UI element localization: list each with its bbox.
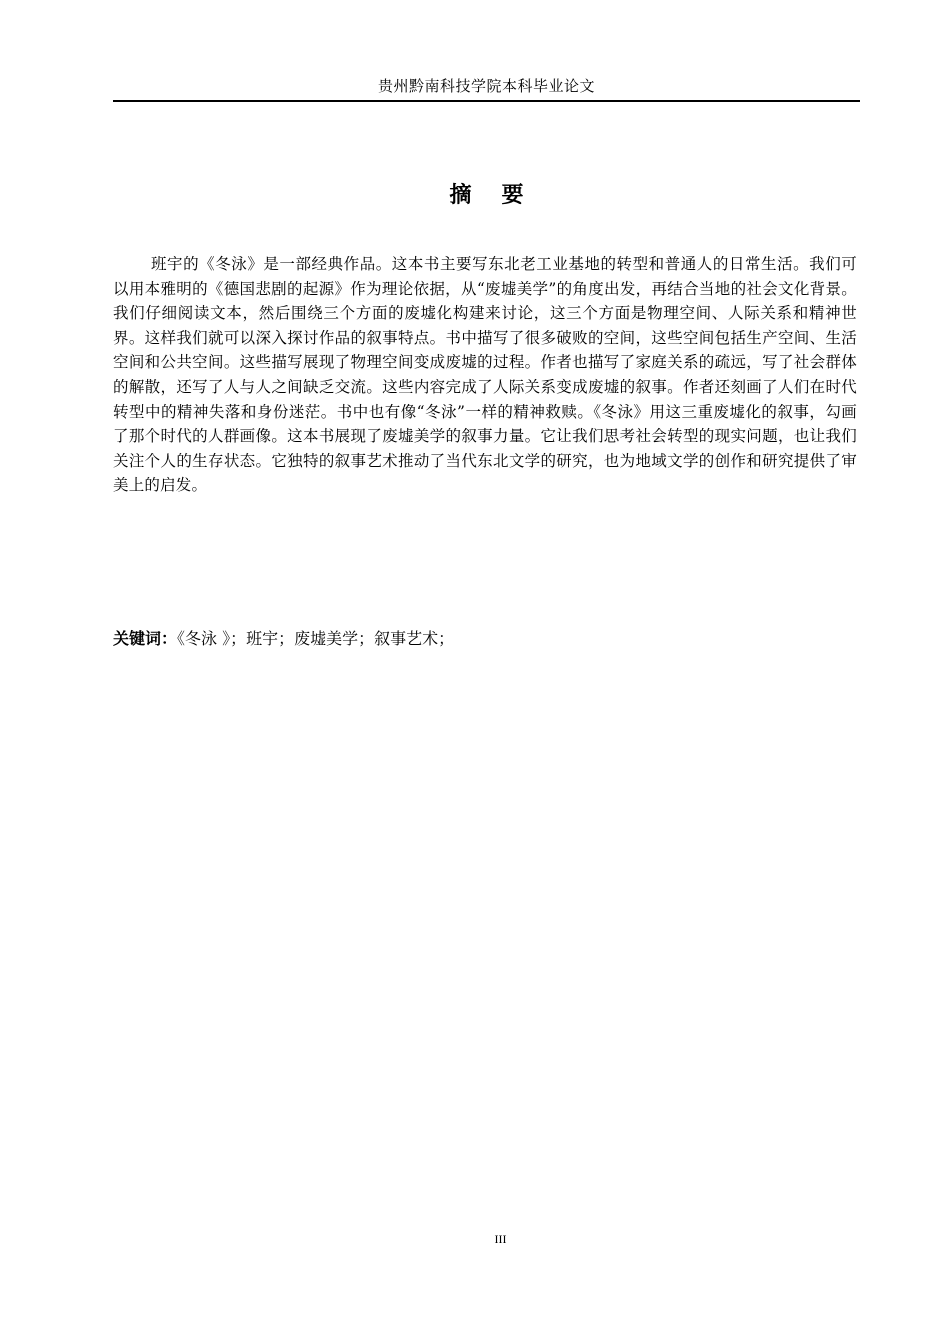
- keywords-list: 《冬泳 》；班宇；废墟美学；叙事艺术；: [177, 629, 455, 648]
- keywords-line: [113, 626, 857, 652]
- header-text: 贵州黔南科技学院本科毕业论文: [377, 77, 595, 95]
- abstract-body: 班宇的《冬泳》是一部经典作品。这本书主要写东北老工业基地的转型和普通人的日常生活。我们可以用本雅明的《德国悲剧的起源》作为理论依据，从“废墟美学”的角度出发，再结合当地的社会文化背景。我们仔细阅读文本，然后围绕三个方面的废墟化构建来讨论，这三个方面是物理空间、人际关系和精神世界。这样我们就可以深入探讨作品的叙事特点。书中描写了很多破败的空间，这些空间包括生产空间、生活空间和公共空间。这些描写展现了物理空间变成废墟的过程。作者也描写了家庭关系的疏远，写了社会群体的解散，还写了人与人之间缺乏交流。这些内容完成了人际关系变成废墟的叙事。作者还刻画了人们在时代转型中的精神失落和身份迷茫。书中也有像“冬泳”一样的精神救赎。《冬泳》用这三重废墟化的叙事，勾画了那个时代的人群画像。这本书展现了废墟美学的叙事力量。它让我们思考社会转型的现实问题，也让我们关注个人的生存状态。它独特的叙事艺术推动了当代东北文学的研究，也为地域文学的创作和研究提供了审美上的启发。: [113, 255, 857, 495]
- running-header: [113, 74, 860, 102]
- keywords-label: 关键词：: [113, 629, 178, 648]
- page-number: III: [494, 1232, 507, 1246]
- abstract-title: 摘要: [449, 183, 554, 208]
